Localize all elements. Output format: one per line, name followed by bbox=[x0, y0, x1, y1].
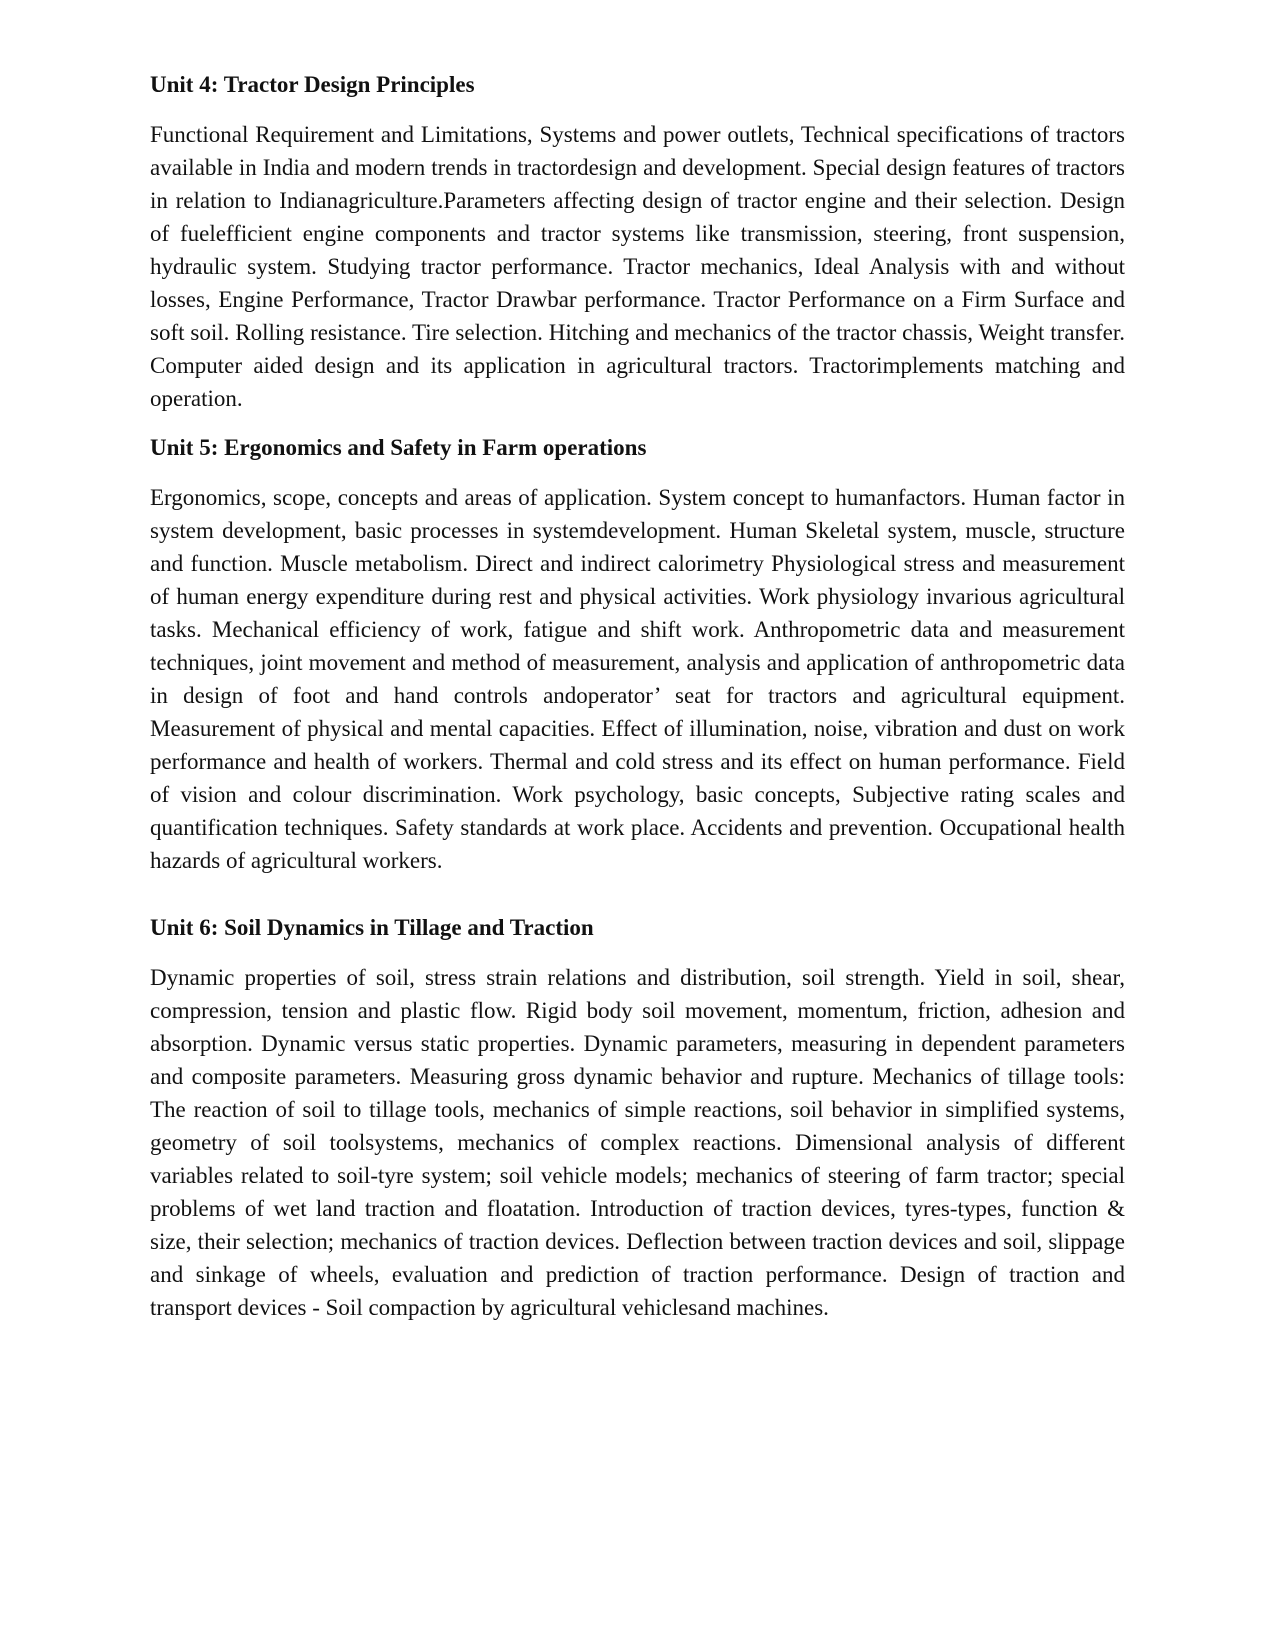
unit-6-section bbox=[150, 911, 1125, 1324]
unit-6-heading: Unit 6: Soil Dynamics in Tillage and Traction bbox=[150, 915, 594, 940]
unit-4-heading: Unit 4: Tractor Design Principles bbox=[150, 72, 475, 97]
unit-4-paragraph: Functional Requirement and Limitations, Systems and power outlets, Technical specifications of tractors available in India and modern trends in tractordesign and development. Special design features of tractors in relation to Indianagriculture.Parameters affecting design of tractor engine and their selection. Design of fuelefficient engine components and tractor systems like transmission, steering, front suspension, hydraulic system. Studying tractor performance. Tractor mechanics, Ideal Analysis with and without losses, Engine Performance, Tractor Drawbar performance. Tractor Performance on a Firm Surface and soft soil. Rolling resistance. Tire selection. Hitching and mechanics of the tractor chassis, Weight transfer. Computer aided design and its application in agricultural tractors. Tractorimplements matching and operation. bbox=[150, 122, 1125, 411]
unit-6-paragraph: Dynamic properties of soil, stress strain relations and distribution, soil strength. Yield in soil, shear, compression, tension and plastic flow. Rigid body soil movement, momentum, friction, adhesion and absorption. Dynamic versus static properties. Dynamic parameters, measuring in dependent parameters and composite parameters. Measuring gross dynamic behavior and rupture. Mechanics of tillage tools: The reaction of soil to tillage tools, mechanics of simple reactions, soil behavior in simplified systems, geometry of soil toolsystems, mechanics of complex reactions. Dimensional analysis of different variables related to soil-tyre system; soil vehicle models; mechanics of steering of farm tractor; special problems of wet land traction and floatation. Introduction of traction devices, tyres-types, function & size, their selection; mechanics of traction devices. Deflection between traction devices and soil, slippage and sinkage of wheels, evaluation and prediction of traction performance. Design of traction and transport devices - Soil compaction by agricultural vehiclesand machines. bbox=[150, 965, 1125, 1320]
unit-5-paragraph: Ergonomics, scope, concepts and areas of application. System concept to humanfactors. Human factor in system development, basic processes in systemdevelopment. Human Skeletal system, muscle, structure and function. Muscle metabolism. Direct and indirect calorimetry Physiological stress and measurement of human energy expenditure during rest and physical activities. Work physiology invarious agricultural tasks. Mechanical efficiency of work, fatigue and shift work. Anthropometric data and measurement techniques, joint movement and method of measurement, analysis and application of anthropometric data in design of foot and hand controls andoperator’ seat for tractors and agricultural equipment. Measurement of physical and mental capacities. Effect of illumination, noise, vibration and dust on work performance and health of workers. Thermal and cold stress and its effect on human performance. Field of vision and colour discrimination. Work psychology, basic concepts, Subjective rating scales and quantification techniques. Safety standards at work place. Accidents and prevention. Occupational health hazards of agricultural workers. bbox=[150, 485, 1125, 873]
unit-5-heading: Unit 5: Ergonomics and Safety in Farm operations bbox=[150, 435, 647, 460]
document-page bbox=[150, 68, 1125, 1340]
unit-5-section bbox=[150, 431, 1125, 877]
unit-4-section bbox=[150, 68, 1125, 415]
